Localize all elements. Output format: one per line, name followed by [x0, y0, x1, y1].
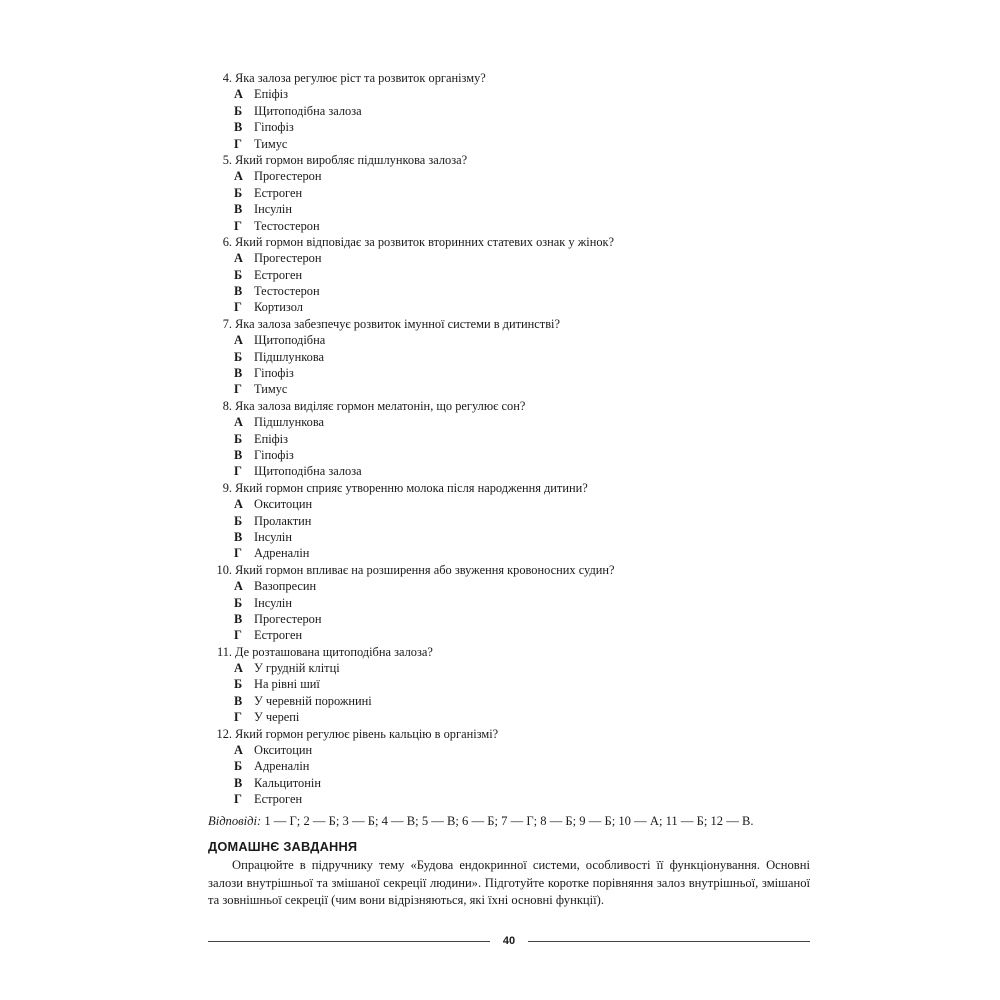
quiz-questions [210, 70, 810, 808]
option-text: Естроген [254, 185, 303, 200]
option-letter: А [234, 87, 243, 102]
answer-option [210, 349, 810, 365]
answer-option [210, 136, 810, 152]
option-text: У черевній порожнині [254, 693, 372, 708]
option-text: У грудній клітці [254, 661, 340, 676]
answer-option [210, 332, 810, 348]
option-text: Щитоподібна залоза [254, 103, 362, 118]
option-text: Підшлункова [254, 349, 325, 364]
option-letter: Г [234, 382, 242, 397]
question [210, 234, 810, 250]
answer-option [210, 709, 810, 725]
option-text: Окситоцин [254, 497, 313, 512]
option-text: Кортизол [254, 300, 303, 315]
option-text: Прогестерон [254, 251, 322, 266]
answer-option [210, 250, 810, 266]
answer-option [210, 283, 810, 299]
option-letter: Г [234, 136, 242, 151]
question [210, 480, 810, 496]
answer-option [210, 676, 810, 692]
option-letter: В [234, 447, 243, 462]
homework-title: ДОМАШНЄ ЗАВДАННЯ [208, 839, 358, 854]
option-letter: В [234, 529, 243, 544]
option-letter: А [234, 415, 243, 430]
answer-option [210, 431, 810, 447]
question [210, 726, 810, 742]
option-letter: Г [234, 710, 242, 725]
answers-key [208, 812, 818, 830]
option-text: На рівні шиї [254, 677, 320, 692]
option-letter: А [234, 579, 243, 594]
answer-option [210, 758, 810, 774]
option-text: Вазопресин [254, 579, 317, 594]
option-text: Кальцитонін [254, 775, 321, 790]
option-text: Щитоподібна [254, 333, 326, 348]
answer-option [210, 742, 810, 758]
option-letter: А [234, 251, 243, 266]
answer-option [210, 86, 810, 102]
question-text: Який гормон впливає на розширення або звуження кровоносних судин? [235, 562, 615, 577]
option-letter: Б [234, 267, 243, 282]
option-letter: А [234, 661, 243, 676]
option-letter: А [234, 333, 243, 348]
question-number: 7. [222, 316, 232, 331]
answer-option [210, 381, 810, 397]
option-letter: Г [234, 300, 242, 315]
option-letter: Г [234, 546, 242, 561]
answer-option [210, 267, 810, 283]
answer-option [210, 529, 810, 545]
option-letter: Б [234, 677, 243, 692]
question-number: 9. [222, 480, 232, 495]
question-text: Який гормон відповідає за розвиток вторинних статевих ознак у жінок? [235, 234, 615, 249]
option-letter: Г [234, 792, 242, 807]
option-letter: В [234, 775, 243, 790]
question-text: Який гормон сприяє утворенню молока після народження дитини? [235, 480, 588, 495]
homework-text: Опрацюйте в підручнику тему «Будова ендокринної системи, особливості її функціонування. Основні залози внутрішньої та змішаної секреції людини». Підготуйте коротке порівняння залоз внутрішньої, змішаної та зовнішньої секреції (чим вони відрізняються, які їхні основні функції). [208, 858, 810, 907]
option-text: Прогестерон [254, 169, 322, 184]
option-letter: Г [234, 628, 242, 643]
option-text: Естроген [254, 267, 303, 282]
answer-option [210, 545, 810, 561]
question-number: 4. [222, 71, 232, 85]
option-letter: Г [234, 464, 242, 479]
option-letter: Б [234, 185, 243, 200]
answer-option [210, 365, 810, 381]
option-text: Тимус [254, 382, 288, 397]
option-letter: А [234, 743, 243, 758]
answers-label: Відповіді: [208, 814, 262, 828]
question [210, 562, 810, 578]
option-letter: В [234, 366, 243, 381]
answer-option [210, 496, 810, 512]
option-text: Гіпофіз [254, 120, 294, 135]
option-text: Гіпофіз [254, 447, 294, 462]
answer-option [210, 513, 810, 529]
option-text: Адреналін [254, 546, 310, 561]
option-letter: В [234, 611, 243, 626]
answer-option [210, 660, 810, 676]
page-number: 40 [502, 935, 516, 947]
option-text: Епіфіз [254, 431, 289, 446]
answer-option [210, 578, 810, 594]
question-number: 12. [216, 726, 232, 741]
question-text: Яка залоза регулює ріст та розвиток організму? [235, 71, 486, 85]
answer-option [210, 168, 810, 184]
question-text: Яка залоза забезпечує розвиток імунної системи в дитинстві? [235, 316, 560, 331]
question-number: 10. [216, 562, 232, 577]
option-text: Адреналін [254, 759, 310, 774]
question [210, 152, 810, 168]
option-text: Естроген [254, 792, 303, 807]
option-text: Тестостерон [254, 284, 320, 299]
option-text: Інсулін [254, 595, 293, 610]
answer-option [210, 627, 810, 643]
answer-option [210, 218, 810, 234]
question [210, 70, 810, 86]
option-text: Пролактин [254, 513, 312, 528]
option-text: Естроген [254, 628, 303, 643]
option-text: Епіфіз [254, 87, 289, 102]
answer-option [210, 693, 810, 709]
option-letter: Б [234, 759, 243, 774]
option-text: Прогестерон [254, 611, 322, 626]
option-letter: А [234, 169, 243, 184]
question-number: 6. [222, 234, 232, 249]
answer-option [210, 119, 810, 135]
answer-option [210, 775, 810, 791]
question-text: Де розташована щитоподібна залоза? [235, 644, 433, 659]
footer-rule-right [528, 941, 810, 942]
option-letter: А [234, 497, 243, 512]
question-text: Який гормон регулює рівень кальцію в організмі? [235, 726, 499, 741]
option-text: У черепі [254, 710, 300, 725]
option-text: Щитоподібна залоза [254, 464, 362, 479]
answer-option [210, 299, 810, 315]
answer-option [210, 447, 810, 463]
question [210, 398, 810, 414]
question-number: 11. [216, 644, 232, 659]
question-number: 8. [222, 398, 232, 413]
footer-rule-left [208, 941, 490, 942]
option-text: Окситоцин [254, 743, 313, 758]
option-letter: Б [234, 431, 243, 446]
question [210, 316, 810, 332]
option-letter: В [234, 120, 243, 135]
option-letter: В [234, 693, 243, 708]
option-letter: Б [234, 595, 243, 610]
option-text: Тестостерон [254, 218, 320, 233]
option-letter: Б [234, 513, 243, 528]
answer-option [210, 103, 810, 119]
question-text: Яка залоза виділяє гормон мелатонін, що регулює сон? [235, 398, 526, 413]
option-letter: Б [234, 103, 243, 118]
answer-option [210, 414, 810, 430]
answers-text: 1 — Г; 2 — Б; 3 — Б; 4 — В; 5 — В; 6 — Б; 7 — Г; 8 — Б; 9 — Б; 10 — А; 11 — Б; 12 — В. [264, 814, 754, 828]
option-text: Гіпофіз [254, 366, 294, 381]
option-text: Підшлункова [254, 415, 325, 430]
question-number: 5. [222, 152, 232, 167]
answer-option [210, 791, 810, 807]
option-text: Тимус [254, 136, 288, 151]
option-letter: Б [234, 349, 243, 364]
option-letter: В [234, 284, 243, 299]
option-text: Інсулін [254, 529, 293, 544]
answer-option [210, 595, 810, 611]
option-text: Інсулін [254, 202, 293, 217]
answer-option [210, 463, 810, 479]
option-letter: В [234, 202, 243, 217]
answer-option [210, 611, 810, 627]
question-text: Який гормон виробляє підшлункова залоза? [235, 152, 468, 167]
answer-option [210, 201, 810, 217]
question [210, 644, 810, 660]
answer-option [210, 185, 810, 201]
option-letter: Г [234, 218, 242, 233]
